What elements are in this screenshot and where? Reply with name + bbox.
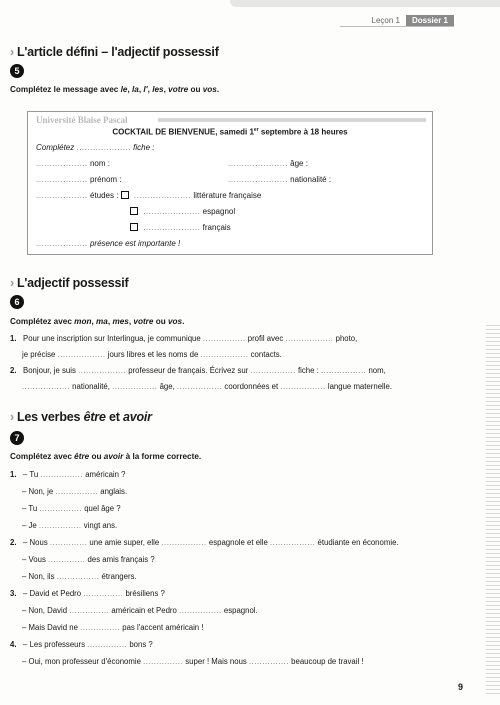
section-title-verbes: › Les verbes être et avoir <box>10 410 152 424</box>
university-bar <box>158 118 426 122</box>
ex7-line-10: – Mais David ne ............... pas l'accent américain ! <box>22 623 204 632</box>
ex7-line-8: 3. – David et Pedro ............... brésiliens ? <box>10 589 165 598</box>
ex6-line-3: 2. Bonjour, je suis .................. professeur de français. Écrivez sur ................. fiche : ................. nom, <box>10 366 386 375</box>
instruction-5: Complétez le message avec le, la, l', les, votre ou vos. <box>10 85 220 94</box>
exercise-number-7: 7 <box>10 431 24 445</box>
ex7-line-6: – Vous .............. des amis français ? <box>22 555 155 564</box>
welcome-form-box <box>27 111 433 255</box>
box-line-1: Complétez .................... fiche : <box>36 143 155 152</box>
lecon-label: Leçon 1 <box>371 16 400 25</box>
chevron-icon: › <box>10 276 14 290</box>
box-line-prenom: ................... prénom : <box>36 175 122 184</box>
ex7-line-11: 4. – Les professeurs ............... bons ? <box>10 640 153 649</box>
instruction-6: Complétez avec mon, ma, mes, votre ou vos. <box>10 317 185 326</box>
ex7-line-12: – Oui, mon professeur d'économie ............... super ! Mais nous ............... beaucoup de travail ! <box>22 657 364 666</box>
ex7-line-5: 2. – Nous .............. une amie super, elle ................. espagnole et elle ................. étudiante en économie. <box>10 538 399 547</box>
box-line-age: ...................... âge : <box>228 159 308 168</box>
box-line-etudes: ................... études : ..................... littérature française <box>36 191 262 200</box>
ex6-line-4: .................. nationalité, ................. âge, ................. coordonnées et ................. langue maternelle. <box>22 382 393 391</box>
ex7-line-9: – Non, David ............... américain et Pedro ................ espagnol. <box>22 606 258 615</box>
box-line-nom: ................... nom : <box>36 159 110 168</box>
checkbox-litterature[interactable] <box>121 191 129 199</box>
margin-stripes <box>486 325 500 695</box>
section-title-possessif: › L'adjectif possessif <box>10 276 129 290</box>
box-line-nationalite: ...................... nationalité : <box>228 175 332 184</box>
ex7-line-4: – Je ................ vingt ans. <box>22 521 118 530</box>
instruction-7: Complétez avec être ou avoir à la forme correcte. <box>10 452 202 461</box>
ex7-line-2: – Non, je ................ anglais. <box>22 487 128 496</box>
section-title-article: › L'article défini – l'adjectif possessif <box>10 45 219 59</box>
box-line-francais: ..................... français <box>130 223 231 232</box>
ex7-line-3: – Tu ................ quel âge ? <box>22 504 121 513</box>
box-line-presence: ................... présence est importante ! <box>36 239 181 248</box>
exercise-number-6: 6 <box>10 295 24 309</box>
ex6-line-1: 1. Pour une inscription sur Interlingua, je communique ................ profil avec .................. photo, <box>10 334 358 343</box>
checkbox-francais[interactable] <box>130 223 138 231</box>
box-title: COCKTAIL DE BIENVENUE, samedi 1er septembre à 18 heures <box>112 127 348 137</box>
checkbox-espagnol[interactable] <box>130 207 138 215</box>
page-number: 9 <box>457 682 463 692</box>
ex7-line-1: 1. – Tu ................ américain ? <box>10 470 126 479</box>
ex6-line-2: je précise .................. jours libres et les noms de .................. contacts. <box>22 350 282 359</box>
box-line-espagnol: ..................... espagnol <box>130 207 235 216</box>
chevron-icon: › <box>10 410 14 424</box>
top-band <box>230 0 500 7</box>
page-header <box>372 15 455 26</box>
university-name: Université Blaise Pascal <box>36 115 128 125</box>
header-rule <box>340 26 454 27</box>
exercise-number-5: 5 <box>10 64 24 78</box>
chevron-icon: › <box>10 45 14 59</box>
dossier-badge: Dossier 1 <box>406 15 454 26</box>
ex7-line-7: – Non, ils ................ étrangers. <box>22 572 137 581</box>
